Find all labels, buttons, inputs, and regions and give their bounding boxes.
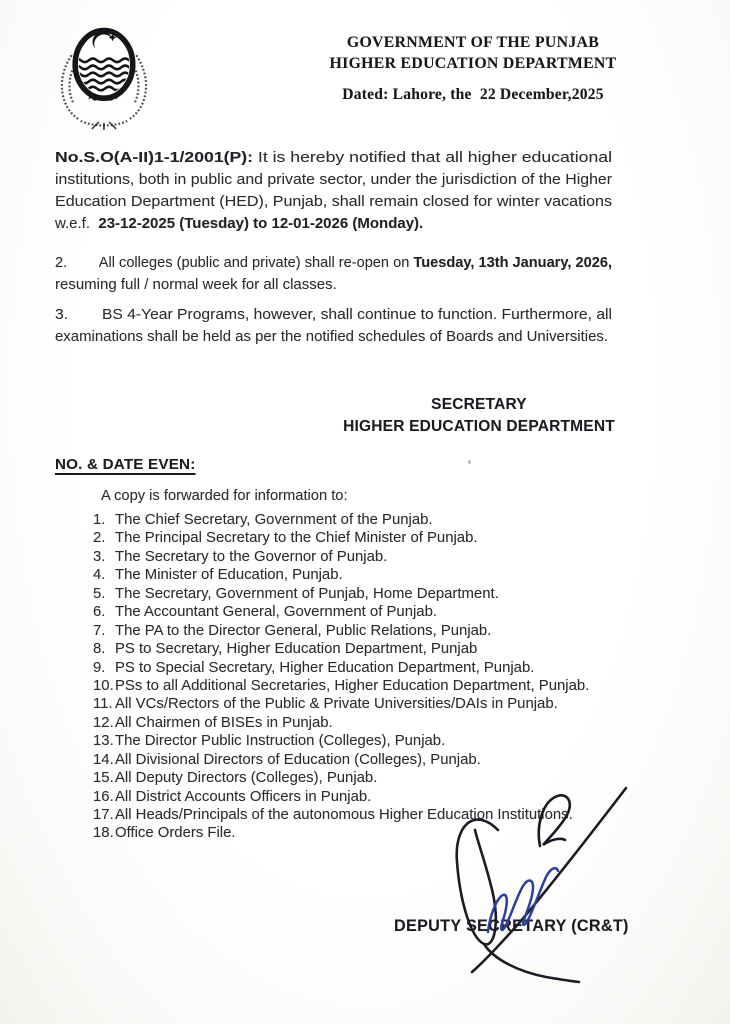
list-item: 16.All District Accounts Officers in Punjab. — [93, 788, 372, 805]
list-item: 14.All Divisional Directors of Education (Colleges), Punjab. — [93, 751, 481, 768]
list-item: 3. The Secretary to the Governor of Punjab. — [93, 548, 388, 565]
para2-line2: resuming full / normal week for all classes. — [55, 276, 337, 293]
secretary-title: SECRETARY — [431, 396, 527, 413]
list-item: 10.PSs to all Additional Secretaries, Higher Education Department, Punjab. — [93, 677, 590, 694]
org-title-line1: GOVERNMENT OF THE PUNJAB — [346, 34, 600, 51]
para1-line4-prefix: w.e.f. — [55, 215, 99, 232]
reopen-date: Tuesday, 13th January, 2026, — [413, 254, 612, 271]
vacation-dates: 23-12-2025 (Tuesday) to 12-01-2026 (Monday). — [98, 215, 424, 232]
para1-line1: It is hereby notified that all higher educational — [253, 149, 612, 166]
para-reopening — [55, 252, 615, 296]
list-item: 17.All Heads/Principals of the autonomous Higher Education Institutions. — [93, 807, 573, 823]
list-item: 6. The Accountant General, Government of Punjab. — [93, 604, 437, 621]
list-item: 4. The Minister of Education, Punjab. — [93, 567, 343, 584]
punjab-government-emblem-icon — [54, 27, 164, 130]
secretary-signature-block — [318, 394, 640, 437]
org-title-line2: HIGHER EDUCATION DEPARTMENT — [329, 54, 617, 72]
even-heading: NO. & DATE EVEN: — [55, 456, 196, 473]
para1-line2: institutions, both in public and private sector, under the jurisdiction of the Higher — [55, 171, 612, 188]
para3-line1: BS 4-Year Programs, however, shall continue to function. Furthermore, all — [101, 306, 612, 323]
list-item: 8. PS to Secretary, Higher Education Department, Punjab — [93, 641, 478, 658]
reference-number: No.S.O(A-II)1-1/2001(P): — [55, 149, 254, 166]
list-item: 7. The PA to the Director General, Public Relations, Punjab. — [93, 622, 492, 639]
list-item: 2. The Principal Secretary to the Chief Minister of Punjab. — [93, 530, 478, 547]
deputy-secretary-title: DEPUTY SECRETARY (CR&T) — [394, 917, 629, 935]
secretary-department: HIGHER EDUCATION DEPARTMENT — [343, 417, 615, 435]
para2-number: 2. — [55, 254, 68, 271]
para-notification — [55, 147, 615, 235]
copy-forwarded-intro: A copy is forwarded for information to: — [101, 488, 348, 504]
handwritten-signature-icon — [428, 780, 668, 992]
header-block — [318, 33, 628, 74]
list-item: 9. PS to Special Secretary, Higher Education Department, Punjab. — [93, 659, 535, 676]
dated-line: Dated: Lahore, the 22 December,2025 — [342, 86, 604, 103]
list-item: 11. All VCs/Rectors of the Public & Private Universities/DAIs in Punjab. — [93, 696, 558, 713]
list-item: 12.All Chairmen of BISEs in Punjab. — [93, 714, 333, 731]
list-item: 5. The Secretary, Government of Punjab, Home Department. — [93, 585, 499, 602]
para2-line1: All colleges (public and private) shall re-open on — [98, 254, 414, 271]
para-bs-programs — [55, 304, 615, 348]
para3-number: 3. — [55, 306, 69, 323]
photo-artifact-speck — [468, 460, 471, 464]
list-item: 13.The Director Public Instruction (Colleges), Punjab. — [93, 733, 446, 750]
list-item: 15.All Deputy Directors (Colleges), Punjab. — [93, 770, 378, 787]
list-item: 18.Office Orders File. — [93, 825, 236, 842]
para3-line2: examinations shall be held as per the notified schedules of Boards and Universities. — [55, 328, 608, 345]
list-item: 1. The Chief Secretary, Government of the Punjab. — [93, 512, 433, 528]
para1-line3: Education Department (HED), Punjab, shall remain closed for winter vacations — [55, 193, 612, 210]
